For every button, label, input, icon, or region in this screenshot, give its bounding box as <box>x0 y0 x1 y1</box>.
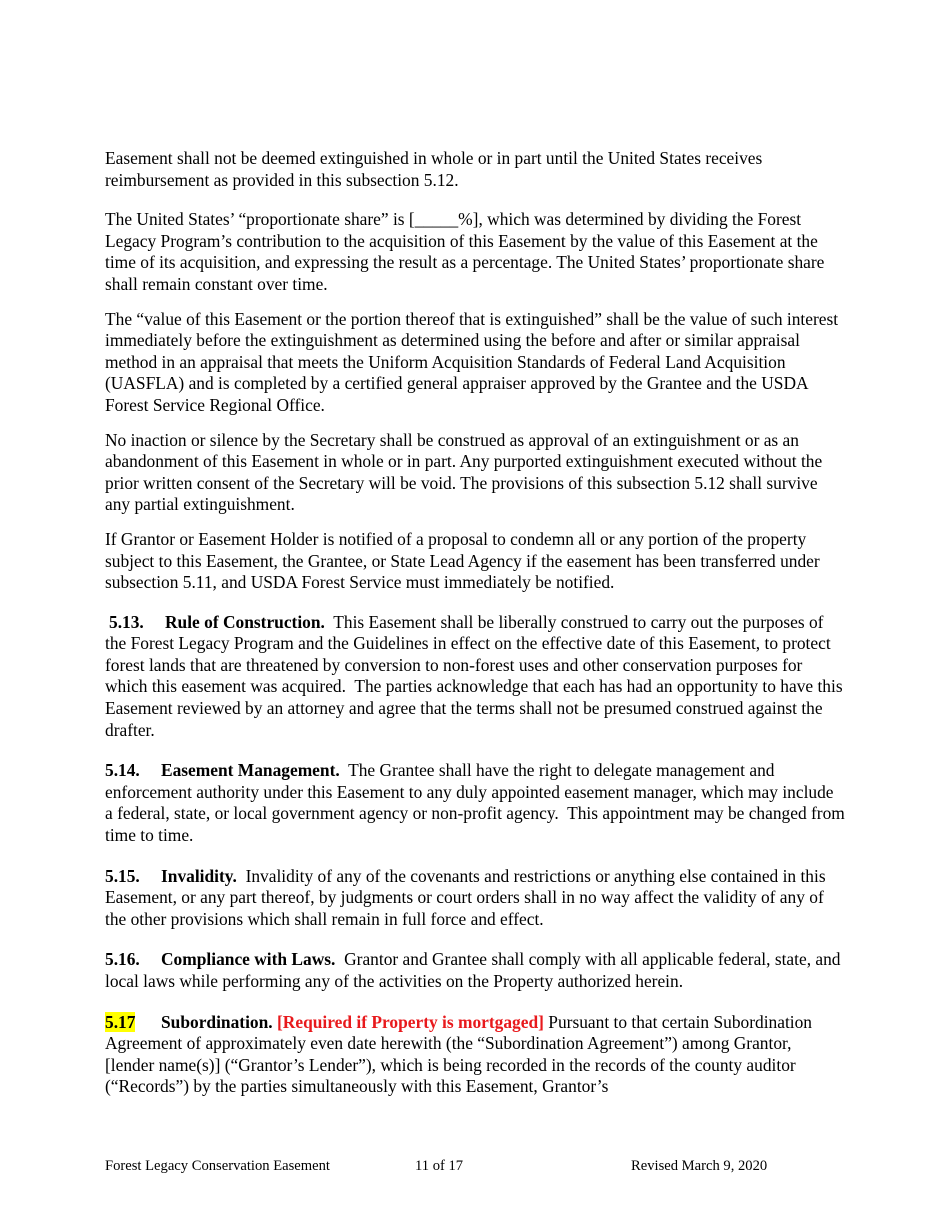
footer-document-title: Forest Legacy Conservation Easement <box>105 1158 330 1174</box>
paragraph-proportionate-share: The United States’ “proportionate share” is [_____%], which was determined by dividing the Forest Legacy Program’s contribution to the acquisition of this Easement by the value of this Easement at the time of its acquisition, and expressing the result as a percentage. The United States’ proportionate share shall remain constant over time. <box>105 209 825 294</box>
section-5-16 <box>105 949 845 992</box>
section-5-17 <box>105 1012 845 1098</box>
section-body: This Easement shall be liberally construed to carry out the purposes of the Forest Legacy Program and the Guidelines in effect on the effective date of this Easement, to protect forest lands that are threatened by conversion to non-forest uses and other conservation purposes for which this easement was acquired. The parties acknowledge that each has had an opportunity to have this Easement reviewed by an attorney and agree that the terms shall not be presumed construed against the drafter. <box>105 611 847 740</box>
paragraph-secretary-inaction: No inaction or silence by the Secretary shall be construed as approval of an extinguishment or as an abandonment of this Easement in whole or in part. Any purported extinguishment executed without the prior written consent of the Secretary will be void. The provisions of this subsection 5.12 shall survive any partial extinguishment. <box>105 429 823 515</box>
section-heading: Easement Management. <box>161 760 340 781</box>
section-heading: Subordination. <box>161 1011 273 1032</box>
section-body: Grantor and Grantee shall comply with all applicable federal, state, and local laws while performing any of the activities on the Property authorized herein. <box>105 949 845 991</box>
section-heading: Compliance with Laws. <box>161 949 336 970</box>
paragraph-easement-value: The “value of this Easement or the portion thereof that is extinguished” shall be the value of such interest immediately before the extinguishment as determined using the before and after or similar appraisal method in an appraisal that meets the Uniform Acquisition Standards of Federal Land Acquisition (UASFLA) and is completed by a certified general appraiser approved by the Grantee and the USDA Forest Service Regional Office. <box>105 308 839 415</box>
paragraph-condemnation-notice: If Grantor or Easement Holder is notified of a proposal to condemn all or any portion of the property subject to this Easement, the Grantee, or State Lead Agency if the easement has been transferred under subsection 5.11, and USDA Forest Service must immediately be notified. <box>105 528 820 593</box>
section-number: 5.13. <box>109 611 144 632</box>
section-heading: Invalidity. <box>161 865 237 886</box>
section-number: 5.16. <box>105 949 140 970</box>
paragraph-extinguishment-reimbursement: Easement shall not be deemed extinguished in whole or in part until the United States receives reimbursement as provided in this subsection 5.12. <box>105 148 763 190</box>
highlighted-section-number: 5.17 <box>105 1011 136 1032</box>
section-5-15 <box>105 866 845 931</box>
section-number: 5.15. <box>105 865 140 886</box>
section-body: Invalidity of any of the covenants and restrictions or anything else contained in this Easement, or any part thereof, by judgments or court orders shall in no way affect the validity of any of the other provisions which shall remain in full force and effect. <box>105 865 830 929</box>
document-body <box>105 148 850 1098</box>
section-5-14 <box>105 760 850 846</box>
footer-page-number: 11 of 17 <box>415 1158 464 1174</box>
section-number: 5.14. <box>105 760 140 781</box>
section-number-wrap <box>105 1012 161 1034</box>
footer-revision-date: Revised March 9, 2020 <box>631 1158 768 1174</box>
required-note: [Required if Property is mortgaged] <box>277 1011 544 1032</box>
section-body: Pursuant to that certain Subordination Agreement of approximately even date herewith (the “Subordination Agreement”) among Grantor, [lender name(s)] (“Grantor’s Lender”), which is being recorded in the records of the county auditor (“Records”) by the parties simultaneously with this Easement, Grantor’s <box>105 1011 816 1097</box>
page-footer <box>105 1157 845 1175</box>
section-body: The Grantee shall have the right to delegate management and enforcement authority under this Easement to any duly appointed easement manager, which may include a federal, state, or local government agency or non-profit agency. This appointment may be changed from time to time. <box>105 760 850 846</box>
section-5-13 <box>105 612 845 742</box>
section-heading: Rule of Construction. <box>165 611 325 632</box>
